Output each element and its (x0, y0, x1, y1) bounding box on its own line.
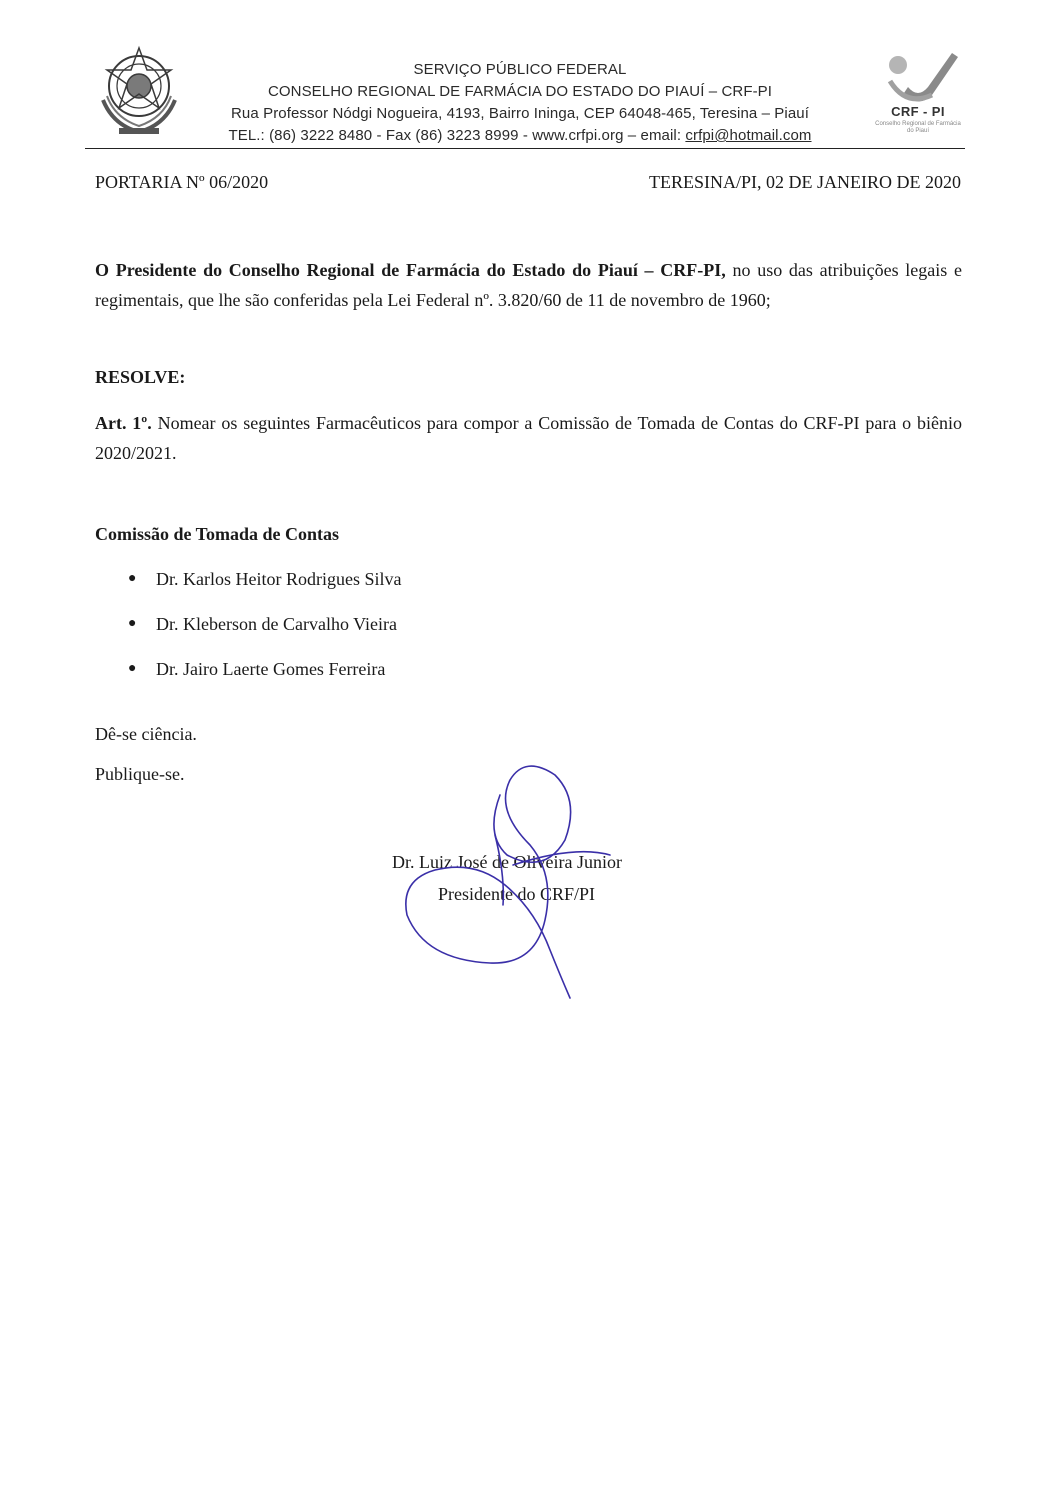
email-link[interactable]: crfpi@hotmail.com (685, 127, 812, 144)
intro-paragraph (95, 255, 962, 315)
article-1-text: Nomear os seguintes Farmacêuticos para compor a Comissão de Tomada de Contas do CRF-PI para o biênio 2020/2021. (95, 413, 962, 463)
member-name: Dr. Jairo Laerte Gomes Ferreira (156, 659, 386, 679)
crf-logo-text: CRF - PI (891, 104, 945, 119)
member-list (128, 566, 401, 701)
bullet-icon: ● (128, 661, 137, 676)
signature-icon (395, 755, 635, 1005)
contact-line (195, 125, 845, 147)
article-1-label: Art. 1º. (95, 413, 152, 433)
list-item (128, 566, 401, 611)
committee-title: Comissão de Tomada de Contas (95, 524, 340, 544)
coat-of-arms-icon (93, 40, 185, 140)
crf-logo-tagline: Conselho Regional de Farmácia do Piauí (875, 121, 961, 134)
list-item (128, 656, 401, 701)
letterhead-text (195, 59, 845, 147)
closing-line-2: Publique-se. (95, 764, 185, 784)
letterhead (85, 35, 965, 150)
intro-bold: O Presidente do Conselho Regional de Farmácia do Estado do Piauí – CRF-PI, (95, 260, 726, 280)
council-line: CONSELHO REGIONAL DE FARMÁCIA DO ESTADO DO PIAUÍ – CRF-PI (267, 83, 773, 100)
signer-role: Presidente do CRF/PI (438, 884, 596, 904)
intro-text: no uso das atribuições legais e regimentais, que lhe são conferidas pela Lei Federal nº. 3.820/60 de 11 de novembro de 1960; (95, 260, 962, 310)
bullet-icon: ● (128, 571, 137, 586)
portaria-number: PORTARIA Nº 06/2020 (95, 172, 269, 192)
place-date: TERESINA/PI, 02 DE JANEIRO DE 2020 (649, 172, 961, 192)
resolve-heading: RESOLVE: (95, 367, 186, 387)
closing-line-1: Dê-se ciência. (95, 724, 197, 744)
signer-name: Dr. Luiz José de Oliveira Junior (392, 852, 622, 872)
member-name: Dr. Karlos Heitor Rodrigues Silva (156, 569, 402, 589)
service-line: SERVIÇO PÚBLICO FEDERAL (413, 61, 627, 78)
bullet-icon: ● (128, 616, 137, 631)
header-divider (85, 148, 965, 149)
address-line: Rua Professor Nódgi Nogueira, 4193, Bairro Ininga, CEP 64048-465, Teresina – Piauí (231, 105, 809, 122)
member-name: Dr. Kleberson de Carvalho Vieira (156, 614, 398, 634)
list-item (128, 611, 401, 656)
contact-phones: TEL.: (86) 3222 8480 - Fax (86) 3223 8999 - www.crfpi.org – email: (228, 127, 686, 144)
article-1 (95, 408, 962, 468)
